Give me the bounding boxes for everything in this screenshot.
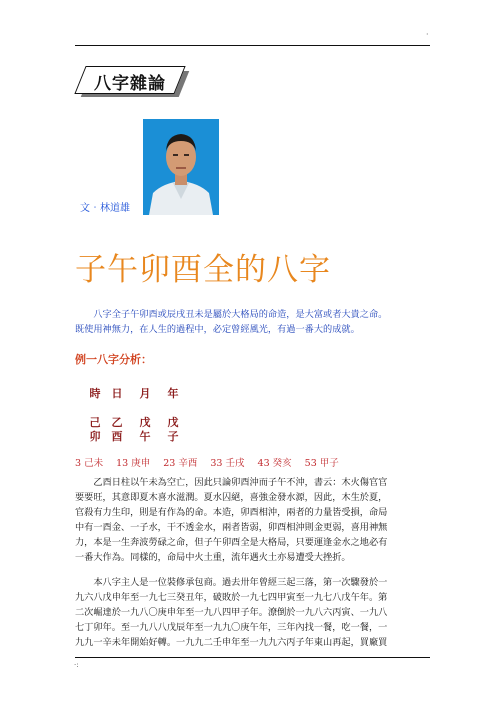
story-line: 七丁卯年。至一九八八戊辰年至一九九〇庚午年，三年內找一餐，吃一餐，一 bbox=[75, 622, 388, 633]
luck-cycle: 43 癸亥 bbox=[257, 458, 292, 469]
earthly-branch: 酉 bbox=[111, 430, 123, 443]
analysis-line: 力，本是一生奔波勞碌之命，但子午卯酉全是大格局，只要運逢金水之地必有 bbox=[75, 537, 388, 548]
luck-cycle: 13 庚申 bbox=[116, 458, 151, 469]
luck-cycle: 3 己未 bbox=[75, 458, 104, 469]
luck-cycle: 33 壬戌 bbox=[210, 458, 245, 469]
author-photo bbox=[143, 119, 219, 215]
pillar-label: 月 bbox=[139, 387, 151, 400]
intro-paragraph bbox=[75, 307, 430, 337]
story-line: 九九一辛未年開始好轉。一九九二壬申年至一九九六丙子年東山再起，買廠買 bbox=[75, 637, 388, 648]
header-mark: · bbox=[426, 30, 429, 39]
bottom-rule bbox=[75, 657, 430, 658]
story-line: 二次崛達於一九八〇庚申年至一九八四甲子年。潦倒於一九八六丙寅、一九八 bbox=[75, 607, 388, 618]
portrait-image bbox=[143, 119, 219, 215]
heavenly-stem: 戊 bbox=[167, 416, 179, 429]
heavenly-stem: 戊 bbox=[139, 416, 151, 429]
story-paragraph bbox=[75, 575, 430, 650]
author-byline: 文‧林道雄 bbox=[80, 203, 130, 214]
luck-cycle: 23 辛酉 bbox=[163, 458, 198, 469]
luck-cycles-row bbox=[75, 455, 349, 469]
analysis-paragraph bbox=[75, 475, 430, 565]
pillar-label: 日 bbox=[111, 387, 123, 400]
story-line: 本八字主人是一位裝修承包商。過去卅年曾經三起三落，第一次驟發於一 bbox=[75, 577, 388, 588]
footer-mark: ·: bbox=[74, 661, 79, 669]
intro-line: 既使用神無力，在人生的過程中，必定曾經風光，有過一番大的成就。 bbox=[75, 324, 360, 335]
heavenly-stem: 己 bbox=[89, 416, 101, 429]
example-heading: 例一八字分析： bbox=[75, 353, 152, 366]
top-rule bbox=[75, 45, 430, 46]
story-line: 九六八戊申年至一九七三癸丑年，破敗於一九七四甲寅至一九七八戊午年。第 bbox=[75, 592, 388, 603]
section-tag-label: 八字雜論 bbox=[94, 74, 166, 94]
analysis-line: 乙酉日柱以午未為空亡，因此只論卯酉沖而子午不沖，書云：木火傷官官 bbox=[75, 477, 388, 488]
luck-cycle: 53 甲子 bbox=[304, 458, 339, 469]
earthly-branch: 卯 bbox=[89, 430, 101, 443]
earthly-branch: 午 bbox=[139, 430, 151, 443]
earthly-branch: 子 bbox=[167, 430, 179, 443]
section-tag bbox=[80, 66, 188, 98]
intro-line: 八字全子午卯酉或辰戌丑未是屬於大格局的命造，是大富或者大貴之命。 bbox=[75, 309, 388, 320]
article-title: 子午卯酉全的八字 bbox=[75, 252, 331, 288]
heavenly-stem: 乙 bbox=[111, 416, 123, 429]
pillar-label: 時 bbox=[89, 387, 101, 400]
analysis-line: 要要旺，其意即夏木喜水滋潤。夏水囚絕，喜強金發水源，因此，木生於夏， bbox=[75, 492, 388, 503]
analysis-line: 一番大作為。同樣的，命局中火土重，流年遇火土亦易遭受大挫折。 bbox=[75, 552, 351, 563]
analysis-line: 中有一酉金、一子水，干不透金水，兩者皆弱，卯酉相沖則金更弱，喜用神無 bbox=[75, 522, 388, 533]
analysis-line: 官殺有力生印，則是有作為的命。本造，卯酉相沖，兩者的力量皆受損，命局 bbox=[75, 507, 388, 518]
pillar-label: 年 bbox=[167, 387, 179, 400]
